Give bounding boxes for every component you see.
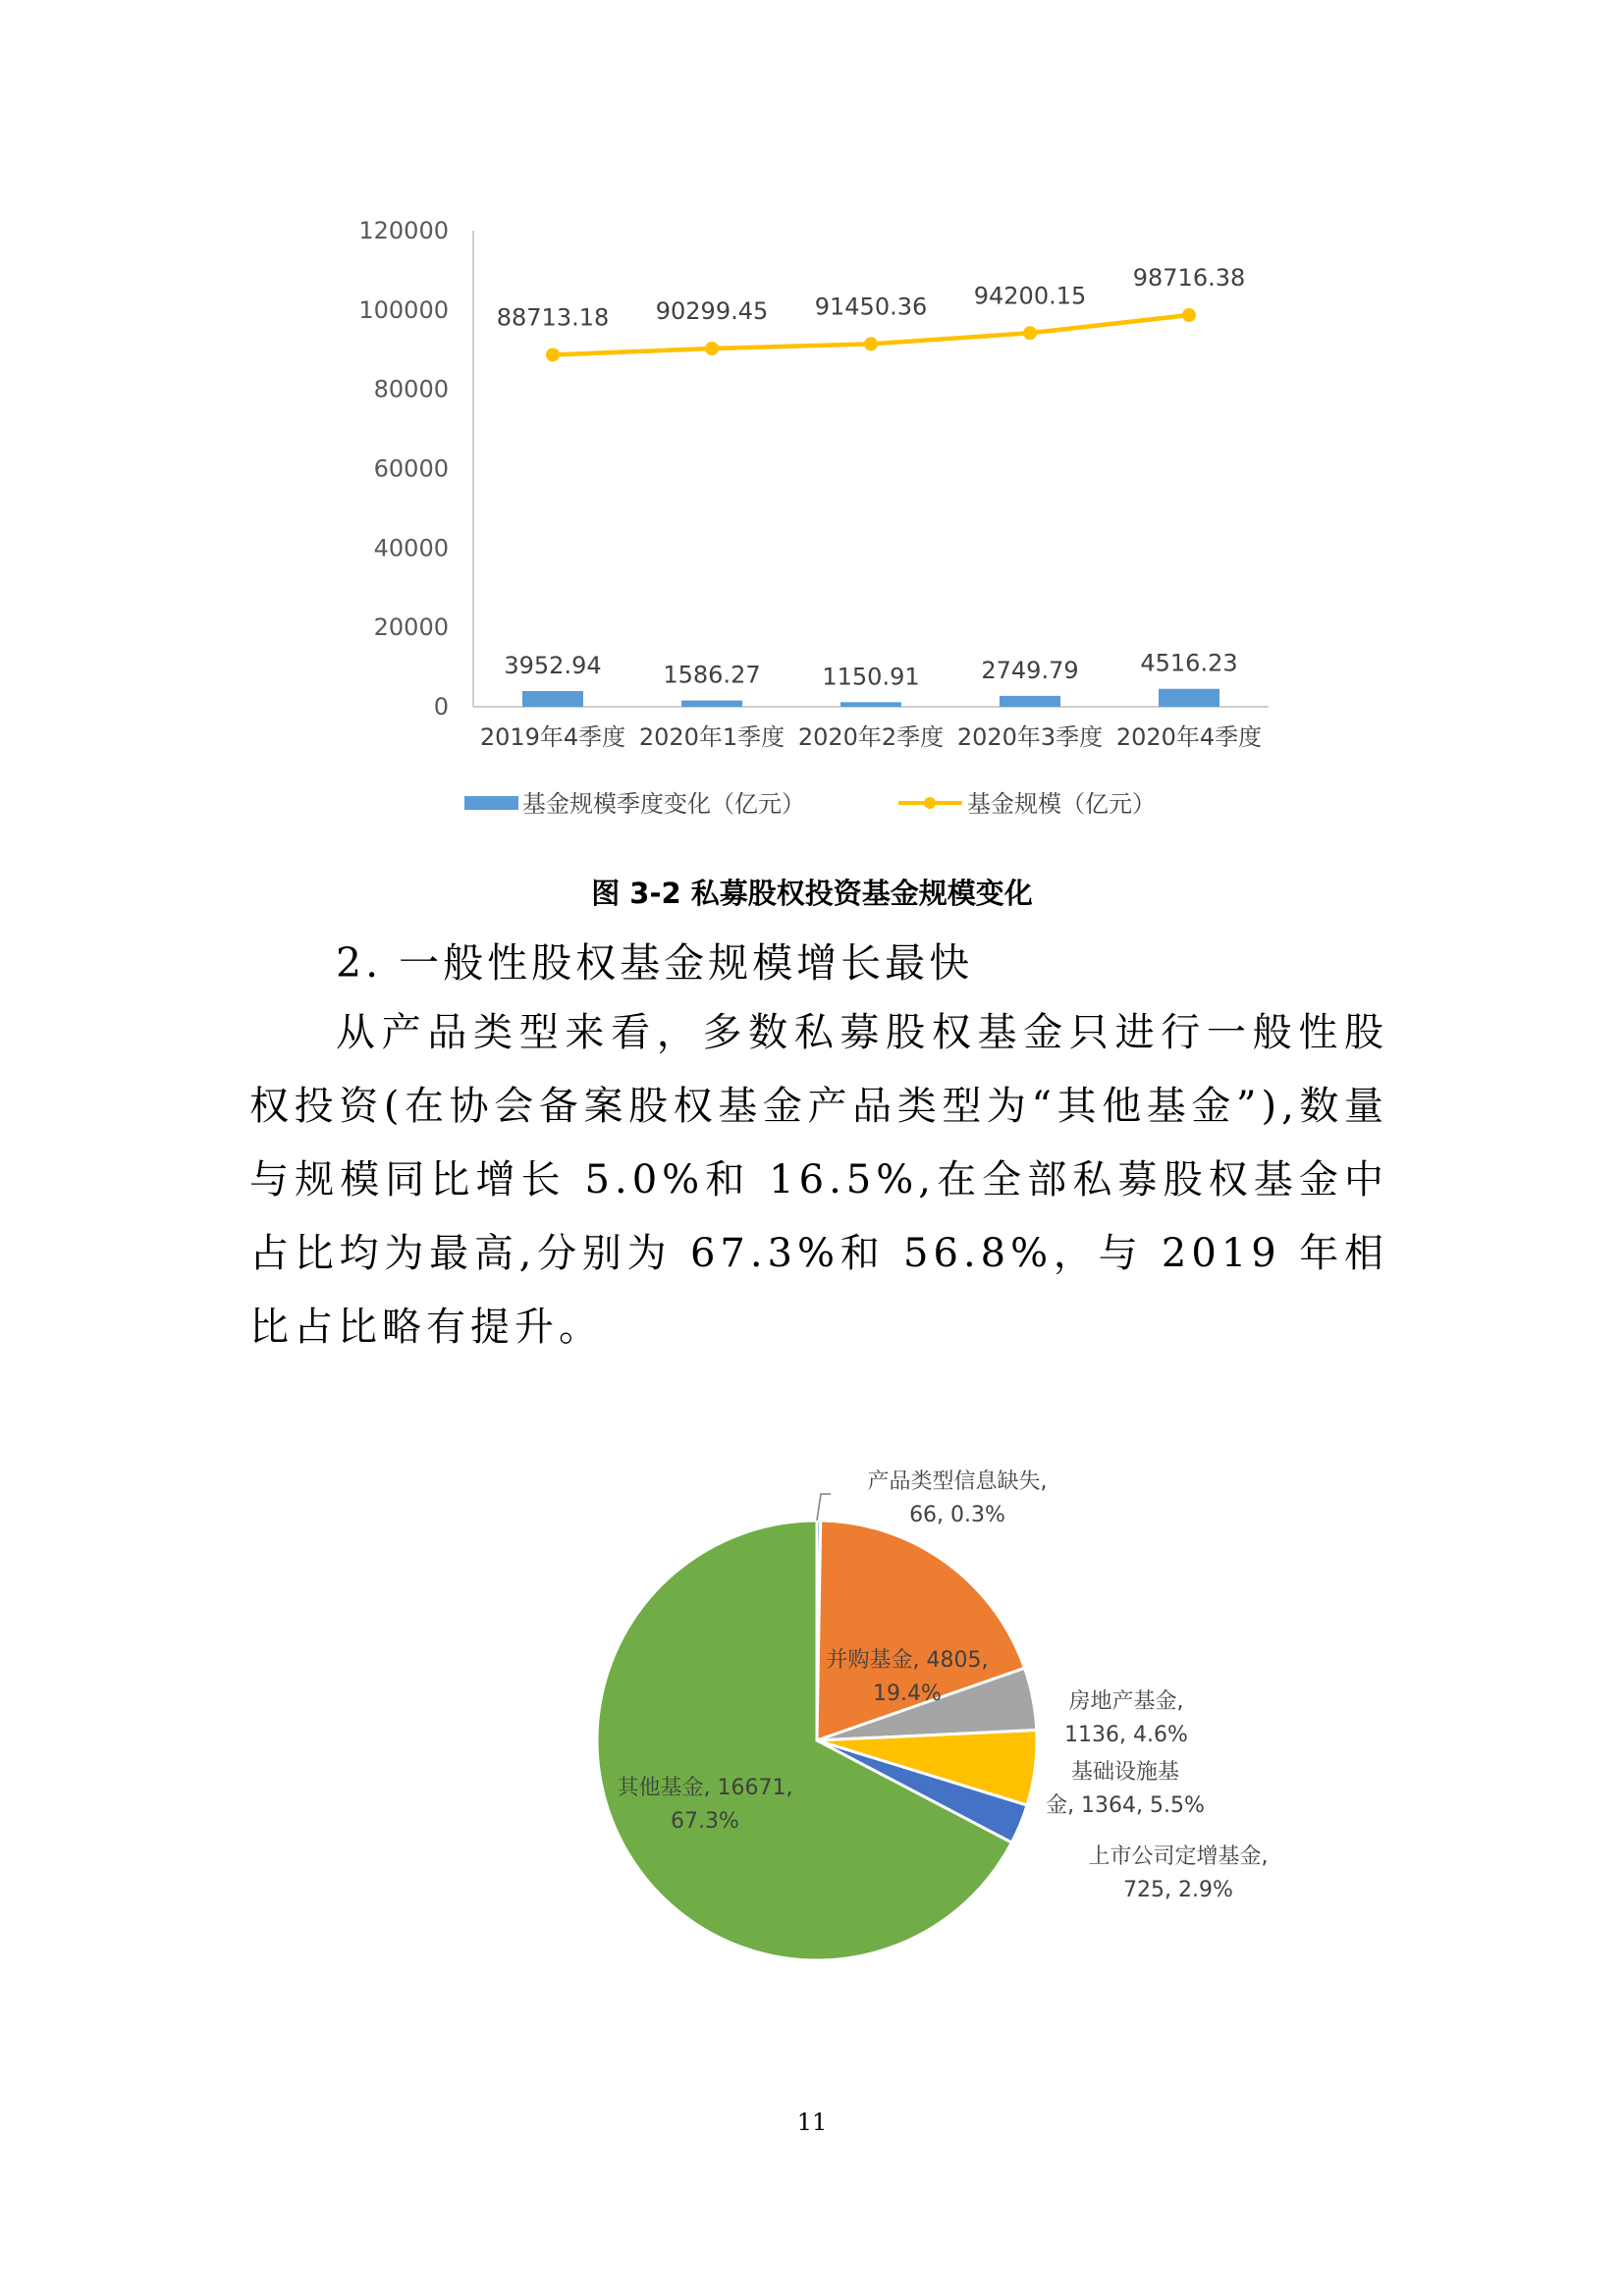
- slice-label-line2: 1136, 4.6%: [1064, 1723, 1188, 1747]
- x-tick-label: 2020年1季度: [638, 723, 785, 751]
- legend-bar-swatch: [464, 796, 518, 810]
- slice-label-line2: 66, 0.3%: [909, 1503, 1005, 1527]
- bar: [681, 701, 742, 707]
- x-tick-label: 2020年2季度: [797, 723, 945, 751]
- slice-label-line2: 67.3%: [671, 1809, 739, 1834]
- x-tick-label: 2020年4季度: [1115, 723, 1263, 751]
- line-point: [1023, 326, 1037, 340]
- legend-line-label: 基金规模（亿元）: [967, 790, 1156, 818]
- product-type-pie-chart: [569, 1463, 1394, 2032]
- slice-label-line2: 19.4%: [873, 1682, 942, 1706]
- legend: [464, 790, 1156, 818]
- x-tick-label: 2020年3季度: [956, 723, 1104, 751]
- slice-label-line1: 基础设施基: [1070, 1760, 1180, 1785]
- bar-data-label: 1150.91: [822, 663, 920, 691]
- slice-label-line1: 并购基金, 4805,: [826, 1648, 989, 1673]
- bar-data-label: 4516.23: [1140, 649, 1238, 677]
- bar-data-label: 3952.94: [504, 652, 602, 680]
- y-tick-label: 40000: [373, 534, 449, 562]
- page-number: 11: [796, 2109, 828, 2136]
- line-data-label: 98716.38: [1132, 264, 1246, 293]
- line-point: [705, 342, 719, 355]
- y-tick-label: 60000: [373, 454, 449, 483]
- y-tick-label: 20000: [373, 614, 449, 642]
- bar-data-label: 1586.27: [663, 661, 761, 689]
- figure-caption: 图 3-2 私募股权投资基金规模变化: [591, 877, 1033, 910]
- legend-line-marker: [924, 797, 936, 809]
- y-tick-label: 100000: [358, 295, 449, 324]
- line-data-label: 90299.45: [655, 297, 769, 326]
- bar: [1159, 689, 1219, 707]
- slice-label-line2: 725, 2.9%: [1123, 1878, 1233, 1902]
- leader-line: [817, 1494, 831, 1521]
- slice-label-line1: 其他基金, 16671,: [617, 1776, 793, 1800]
- slice-label-line1: 产品类型信息缺失,: [867, 1469, 1048, 1494]
- bar: [1000, 696, 1060, 707]
- y-tick-label: 0: [433, 693, 449, 721]
- bar-data-label: 2749.79: [981, 656, 1079, 684]
- line-point: [1182, 308, 1196, 322]
- bar: [840, 702, 901, 707]
- fund-scale-combo-chart: [324, 206, 1296, 834]
- line-point: [864, 337, 878, 350]
- legend-bar-label: 基金规模季度变化（亿元）: [522, 790, 805, 818]
- y-tick-label: 80000: [373, 375, 449, 403]
- y-tick-label: 120000: [358, 217, 449, 244]
- line-data-label: 88713.18: [496, 303, 610, 332]
- body-paragraph: 从产品类型来看，多数私募股权基金只进行一般性股权投资(在协会备案股权基金产品类型为“其他基金”),数量与规模同比增长 5.0%和 16.5%,在全部私募股权基金中占比均为最高,分别为 67.3%和 56.8%，与 2019 年相比占比略有提升。: [249, 1010, 1388, 1350]
- line-data-label: 91450.36: [814, 293, 928, 321]
- slice-label-line1: 房地产基金,: [1068, 1689, 1184, 1714]
- line-data-label: 94200.15: [973, 282, 1087, 310]
- slice-label-line1: 上市公司定增基金,: [1088, 1844, 1269, 1869]
- line-point: [546, 347, 560, 361]
- section-heading: 2. 一般性股权基金规模增长最快: [336, 939, 974, 987]
- slice-label-line2: 金, 1364, 5.5%: [1046, 1793, 1205, 1818]
- bar: [522, 691, 583, 707]
- x-tick-label: 2019年4季度: [479, 723, 626, 751]
